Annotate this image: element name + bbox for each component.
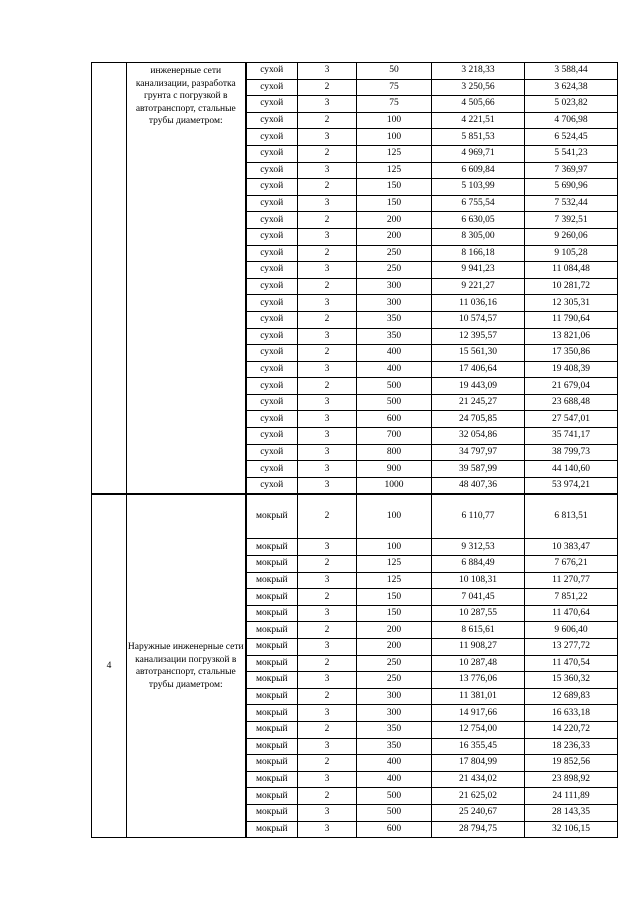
- diameter-cell: 50: [357, 63, 432, 80]
- price-cell-1: 8 166,18: [432, 245, 525, 262]
- price-cell-2: 7 851,22: [525, 589, 618, 606]
- price-cell-2: 19 408,39: [525, 361, 618, 378]
- soil-type-cell: мокрый: [246, 705, 298, 722]
- price-cell-1: 4 969,71: [432, 145, 525, 162]
- depth-cell: 2: [298, 655, 357, 672]
- price-cell-2: 32 106,15: [525, 821, 618, 838]
- soil-type-cell: сухой: [246, 361, 298, 378]
- diameter-cell: 250: [357, 655, 432, 672]
- soil-type-cell: мокрый: [246, 589, 298, 606]
- price-cell-1: 5 851,53: [432, 129, 525, 146]
- diameter-cell: 200: [357, 622, 432, 639]
- price-cell-1: 6 630,05: [432, 212, 525, 229]
- soil-type-cell: сухой: [246, 311, 298, 328]
- soil-type-cell: мокрый: [246, 738, 298, 755]
- soil-type-cell: мокрый: [246, 639, 298, 656]
- diameter-cell: 100: [357, 539, 432, 556]
- depth-cell: 2: [298, 622, 357, 639]
- diameter-cell: 1000: [357, 477, 432, 494]
- price-cell-2: 6 524,45: [525, 129, 618, 146]
- price-cell-1: 9 312,53: [432, 539, 525, 556]
- soil-type-cell: сухой: [246, 328, 298, 345]
- diameter-cell: 600: [357, 821, 432, 838]
- soil-type-cell: мокрый: [246, 655, 298, 672]
- diameter-cell: 400: [357, 361, 432, 378]
- price-cell-1: 3 218,33: [432, 63, 525, 80]
- price-cell-1: 21 625,02: [432, 788, 525, 805]
- price-cell-2: 15 360,32: [525, 672, 618, 689]
- price-cell-1: 4 221,51: [432, 112, 525, 129]
- price-cell-1: 6 755,54: [432, 195, 525, 212]
- diameter-cell: 150: [357, 195, 432, 212]
- depth-cell: 3: [298, 428, 357, 445]
- price-cell-2: 38 799,73: [525, 444, 618, 461]
- diameter-cell: 400: [357, 771, 432, 788]
- price-cell-2: 11 270,77: [525, 572, 618, 589]
- depth-cell: 3: [298, 411, 357, 428]
- price-cell-1: 11 036,16: [432, 295, 525, 312]
- depth-cell: 3: [298, 63, 357, 80]
- price-cell-2: 7 676,21: [525, 556, 618, 573]
- soil-type-cell: мокрый: [246, 672, 298, 689]
- price-cell-1: 34 797,97: [432, 444, 525, 461]
- price-cell-2: 18 236,33: [525, 738, 618, 755]
- diameter-cell: 500: [357, 788, 432, 805]
- price-cell-1: 12 754,00: [432, 721, 525, 738]
- price-cell-2: 7 392,51: [525, 212, 618, 229]
- price-cell-2: 12 305,31: [525, 295, 618, 312]
- diameter-cell: 500: [357, 394, 432, 411]
- price-cell-1: 9 221,27: [432, 278, 525, 295]
- price-cell-2: 11 470,54: [525, 655, 618, 672]
- depth-cell: 2: [298, 788, 357, 805]
- price-cell-1: 21 245,27: [432, 394, 525, 411]
- price-cell-1: 12 395,57: [432, 328, 525, 345]
- price-cell-2: 5 541,23: [525, 145, 618, 162]
- price-cell-1: 6 884,49: [432, 556, 525, 573]
- depth-cell: 3: [298, 639, 357, 656]
- diameter-cell: 600: [357, 411, 432, 428]
- depth-cell: 3: [298, 804, 357, 821]
- depth-cell: 3: [298, 262, 357, 279]
- price-cell-2: 11 790,64: [525, 311, 618, 328]
- table-row: [92, 494, 618, 539]
- diameter-cell: 150: [357, 179, 432, 196]
- soil-type-cell: мокрый: [246, 556, 298, 573]
- price-cell-1: 11 908,27: [432, 639, 525, 656]
- price-cell-1: 10 108,31: [432, 572, 525, 589]
- soil-type-cell: сухой: [246, 345, 298, 362]
- price-table: [91, 62, 618, 838]
- price-cell-2: 23 688,48: [525, 394, 618, 411]
- depth-cell: 2: [298, 245, 357, 262]
- diameter-cell: 300: [357, 688, 432, 705]
- soil-type-cell: мокрый: [246, 788, 298, 805]
- depth-cell: 3: [298, 605, 357, 622]
- depth-cell: 3: [298, 672, 357, 689]
- price-cell-1: 4 505,66: [432, 96, 525, 113]
- depth-cell: 2: [298, 278, 357, 295]
- price-cell-2: 24 111,89: [525, 788, 618, 805]
- soil-type-cell: сухой: [246, 444, 298, 461]
- soil-type-cell: мокрый: [246, 622, 298, 639]
- depth-cell: 2: [298, 589, 357, 606]
- price-cell-2: 13 821,06: [525, 328, 618, 345]
- depth-cell: 3: [298, 162, 357, 179]
- soil-type-cell: сухой: [246, 63, 298, 80]
- depth-cell: 2: [298, 378, 357, 395]
- depth-cell: 3: [298, 96, 357, 113]
- price-cell-1: 16 355,45: [432, 738, 525, 755]
- soil-type-cell: сухой: [246, 477, 298, 494]
- price-cell-2: 28 143,35: [525, 804, 618, 821]
- price-cell-1: 14 917,66: [432, 705, 525, 722]
- diameter-cell: 250: [357, 262, 432, 279]
- price-cell-1: 39 587,99: [432, 461, 525, 478]
- depth-cell: 3: [298, 328, 357, 345]
- price-cell-2: 23 898,92: [525, 771, 618, 788]
- price-cell-1: 9 941,23: [432, 262, 525, 279]
- soil-type-cell: сухой: [246, 428, 298, 445]
- depth-cell: 3: [298, 394, 357, 411]
- table-row: [92, 63, 618, 80]
- depth-cell: 3: [298, 477, 357, 494]
- diameter-cell: 200: [357, 212, 432, 229]
- soil-type-cell: сухой: [246, 179, 298, 196]
- soil-type-cell: мокрый: [246, 572, 298, 589]
- depth-cell: 3: [298, 539, 357, 556]
- depth-cell: 2: [298, 345, 357, 362]
- price-cell-1: 28 794,75: [432, 821, 525, 838]
- soil-type-cell: сухой: [246, 96, 298, 113]
- price-cell-1: 32 054,86: [432, 428, 525, 445]
- diameter-cell: 125: [357, 162, 432, 179]
- price-cell-2: 6 813,51: [525, 494, 618, 539]
- price-cell-2: 44 140,60: [525, 461, 618, 478]
- soil-type-cell: мокрый: [246, 755, 298, 772]
- item-description: Наружные инженерные сети канализации погрузкой в автотранспорт, стальные трубы диаметром:: [127, 494, 246, 838]
- price-cell-2: 7 369,97: [525, 162, 618, 179]
- item-number: [92, 63, 127, 494]
- diameter-cell: 75: [357, 79, 432, 96]
- depth-cell: 2: [298, 112, 357, 129]
- soil-type-cell: сухой: [246, 262, 298, 279]
- price-cell-2: 35 741,17: [525, 428, 618, 445]
- depth-cell: 3: [298, 444, 357, 461]
- price-cell-1: 8 305,00: [432, 228, 525, 245]
- price-cell-2: 13 277,72: [525, 639, 618, 656]
- soil-type-cell: мокрый: [246, 721, 298, 738]
- soil-type-cell: сухой: [246, 461, 298, 478]
- soil-type-cell: мокрый: [246, 821, 298, 838]
- price-cell-2: 27 547,01: [525, 411, 618, 428]
- diameter-cell: 125: [357, 572, 432, 589]
- diameter-cell: 125: [357, 556, 432, 573]
- depth-cell: 3: [298, 572, 357, 589]
- depth-cell: 2: [298, 755, 357, 772]
- price-cell-2: 5 690,96: [525, 179, 618, 196]
- diameter-cell: 150: [357, 589, 432, 606]
- diameter-cell: 100: [357, 112, 432, 129]
- price-cell-1: 8 615,61: [432, 622, 525, 639]
- depth-cell: 3: [298, 129, 357, 146]
- soil-type-cell: мокрый: [246, 539, 298, 556]
- price-cell-2: 11 084,48: [525, 262, 618, 279]
- soil-type-cell: мокрый: [246, 804, 298, 821]
- diameter-cell: 350: [357, 721, 432, 738]
- price-cell-1: 21 434,02: [432, 771, 525, 788]
- diameter-cell: 200: [357, 639, 432, 656]
- price-cell-1: 17 804,99: [432, 755, 525, 772]
- price-cell-2: 9 260,06: [525, 228, 618, 245]
- price-cell-1: 19 443,09: [432, 378, 525, 395]
- price-cell-2: 9 105,28: [525, 245, 618, 262]
- price-cell-2: 12 689,83: [525, 688, 618, 705]
- diameter-cell: 350: [357, 738, 432, 755]
- soil-type-cell: мокрый: [246, 688, 298, 705]
- depth-cell: 2: [298, 79, 357, 96]
- price-cell-1: 3 250,56: [432, 79, 525, 96]
- diameter-cell: 350: [357, 328, 432, 345]
- price-cell-1: 24 705,85: [432, 411, 525, 428]
- depth-cell: 3: [298, 195, 357, 212]
- depth-cell: 2: [298, 212, 357, 229]
- diameter-cell: 500: [357, 804, 432, 821]
- soil-type-cell: сухой: [246, 411, 298, 428]
- soil-type-cell: сухой: [246, 378, 298, 395]
- price-cell-2: 17 350,86: [525, 345, 618, 362]
- diameter-cell: 350: [357, 311, 432, 328]
- soil-type-cell: сухой: [246, 79, 298, 96]
- price-cell-2: 53 974,21: [525, 477, 618, 494]
- diameter-cell: 300: [357, 278, 432, 295]
- price-cell-1: 6 110,77: [432, 494, 525, 539]
- price-cell-1: 25 240,67: [432, 804, 525, 821]
- price-cell-1: 7 041,45: [432, 589, 525, 606]
- diameter-cell: 200: [357, 228, 432, 245]
- price-cell-2: 16 633,18: [525, 705, 618, 722]
- diameter-cell: 150: [357, 605, 432, 622]
- price-cell-1: 48 407,36: [432, 477, 525, 494]
- soil-type-cell: сухой: [246, 394, 298, 411]
- price-cell-1: 17 406,64: [432, 361, 525, 378]
- price-cell-2: 14 220,72: [525, 721, 618, 738]
- price-cell-2: 5 023,82: [525, 96, 618, 113]
- price-cell-1: 11 381,01: [432, 688, 525, 705]
- price-cell-2: 4 706,98: [525, 112, 618, 129]
- diameter-cell: 900: [357, 461, 432, 478]
- depth-cell: 3: [298, 771, 357, 788]
- diameter-cell: 100: [357, 129, 432, 146]
- soil-type-cell: сухой: [246, 145, 298, 162]
- depth-cell: 2: [298, 688, 357, 705]
- price-cell-1: 5 103,99: [432, 179, 525, 196]
- price-cell-2: 21 679,04: [525, 378, 618, 395]
- price-cell-2: 3 624,38: [525, 79, 618, 96]
- price-cell-2: 11 470,64: [525, 605, 618, 622]
- depth-cell: 3: [298, 361, 357, 378]
- soil-type-cell: мокрый: [246, 605, 298, 622]
- depth-cell: 3: [298, 821, 357, 838]
- depth-cell: 2: [298, 179, 357, 196]
- soil-type-cell: сухой: [246, 228, 298, 245]
- price-cell-2: 7 532,44: [525, 195, 618, 212]
- diameter-cell: 250: [357, 245, 432, 262]
- depth-cell: 2: [298, 145, 357, 162]
- diameter-cell: 500: [357, 378, 432, 395]
- soil-type-cell: сухой: [246, 278, 298, 295]
- soil-type-cell: сухой: [246, 245, 298, 262]
- depth-cell: 3: [298, 738, 357, 755]
- soil-type-cell: сухой: [246, 112, 298, 129]
- price-cell-1: 6 609,84: [432, 162, 525, 179]
- item-number: 4: [92, 494, 127, 838]
- diameter-cell: 100: [357, 494, 432, 539]
- price-cell-1: 10 287,55: [432, 605, 525, 622]
- diameter-cell: 300: [357, 295, 432, 312]
- soil-type-cell: сухой: [246, 162, 298, 179]
- price-cell-1: 13 776,06: [432, 672, 525, 689]
- depth-cell: 3: [298, 295, 357, 312]
- diameter-cell: 125: [357, 145, 432, 162]
- price-cell-2: 9 606,40: [525, 622, 618, 639]
- soil-type-cell: мокрый: [246, 771, 298, 788]
- diameter-cell: 75: [357, 96, 432, 113]
- price-cell-2: 10 383,47: [525, 539, 618, 556]
- depth-cell: 2: [298, 494, 357, 539]
- price-cell-1: 10 287,48: [432, 655, 525, 672]
- diameter-cell: 400: [357, 755, 432, 772]
- price-cell-2: 3 588,44: [525, 63, 618, 80]
- diameter-cell: 800: [357, 444, 432, 461]
- soil-type-cell: сухой: [246, 212, 298, 229]
- depth-cell: 2: [298, 311, 357, 328]
- price-cell-2: 10 281,72: [525, 278, 618, 295]
- depth-cell: 2: [298, 556, 357, 573]
- depth-cell: 3: [298, 461, 357, 478]
- item-description: инженерные сети канализации, разработка грунта с погрузкой в автотранспорт, стальные трубы диаметром:: [127, 63, 246, 494]
- soil-type-cell: мокрый: [246, 494, 298, 539]
- depth-cell: 3: [298, 228, 357, 245]
- soil-type-cell: сухой: [246, 195, 298, 212]
- price-cell-1: 15 561,30: [432, 345, 525, 362]
- diameter-cell: 250: [357, 672, 432, 689]
- soil-type-cell: сухой: [246, 129, 298, 146]
- price-cell-1: 10 574,57: [432, 311, 525, 328]
- diameter-cell: 400: [357, 345, 432, 362]
- soil-type-cell: сухой: [246, 295, 298, 312]
- depth-cell: 2: [298, 721, 357, 738]
- diameter-cell: 300: [357, 705, 432, 722]
- depth-cell: 3: [298, 705, 357, 722]
- diameter-cell: 700: [357, 428, 432, 445]
- price-cell-2: 19 852,56: [525, 755, 618, 772]
